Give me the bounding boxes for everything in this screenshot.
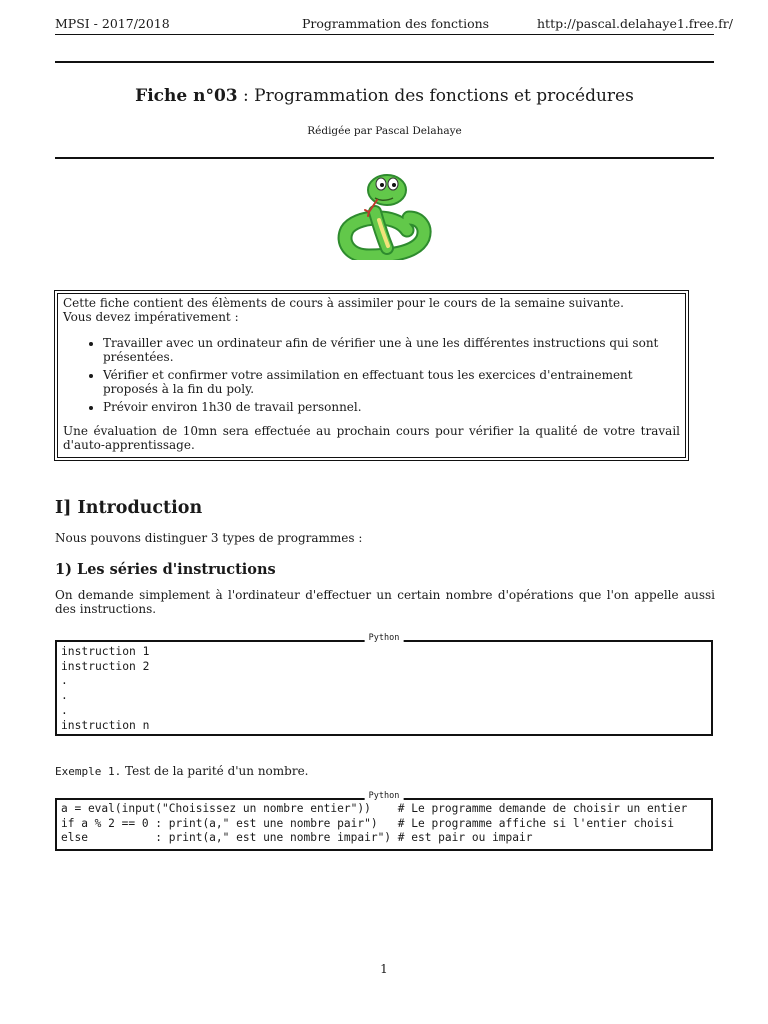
notice-box xyxy=(54,290,689,461)
intro-text: Nous pouvons distinguer 3 types de programmes : xyxy=(55,531,363,545)
header-rule xyxy=(55,34,714,35)
header-left: MPSI - 2017/2018 xyxy=(55,16,170,31)
notice-item: • Vérifier et confirmer votre assimilation en effectuant tous les exercices d'entrainement proposés à la fin du poly. xyxy=(103,368,680,396)
page-number: 1 xyxy=(380,962,388,976)
author-byline: Rédigée par Pascal Delahaye xyxy=(307,125,462,137)
notice-conclusion: Une évaluation de 10mn sera effectuée au prochain cours pour vérifier la qualité de votre travail d'auto-apprentissage. xyxy=(63,424,680,452)
notice-line1: Cette fiche contient des élèments de cours à assimiler pour le cours de la semaine suivante. xyxy=(63,296,624,310)
example-label: Exemple 1. xyxy=(55,765,122,778)
title-rest: : Programmation des fonctions et procédures xyxy=(237,86,634,106)
code-language-label: Python xyxy=(365,633,404,643)
subsection-title-series: 1) Les séries d'instructions xyxy=(55,561,276,578)
python-snake-icon xyxy=(335,172,433,260)
subsection-text: On demande simplement à l'ordinateur d'effectuer un certain nombre d'opérations que l'on appelle aussi des instructions. xyxy=(55,588,715,616)
header-center: Programmation des fonctions xyxy=(302,16,490,31)
notice-line2: Vous devez impérativement : xyxy=(63,310,239,324)
header-right[interactable]: http://pascal.delahaye1.free.fr/ xyxy=(537,16,733,31)
example-text: Test de la parité d'un nombre. xyxy=(121,764,309,778)
title-bottom-rule xyxy=(55,157,714,159)
code-text: instruction 1 instruction 2 . . . instruction n xyxy=(61,645,150,732)
example-caption xyxy=(55,764,309,778)
notice-item: • Travailler avec un ordinateur afin de vérifier une à une les différentes instructions qui sont présentées. xyxy=(103,336,680,364)
title-bold: Fiche n°03 xyxy=(135,86,238,106)
code-text: a = eval(input("Choisissez un nombre entier")) # Le programme demande de choisir un entier if a % 2 == 0 : print(a," est une nombre pair") # Le programme affiche si l'entier choisi else : print(a," est une nombre impair") # est pair ou impair xyxy=(61,802,688,845)
notice-box-inner xyxy=(57,293,686,458)
section-title-introduction: I] Introduction xyxy=(55,498,203,518)
code-block-parity xyxy=(55,791,713,851)
notice-item: • Prévoir environ 1h30 de travail personnel. xyxy=(103,400,680,414)
notice-list xyxy=(63,336,680,414)
page-title xyxy=(55,86,714,106)
title-top-rule xyxy=(55,61,714,63)
code-language-label: Python xyxy=(365,791,404,801)
code-block-instructions xyxy=(55,633,713,736)
